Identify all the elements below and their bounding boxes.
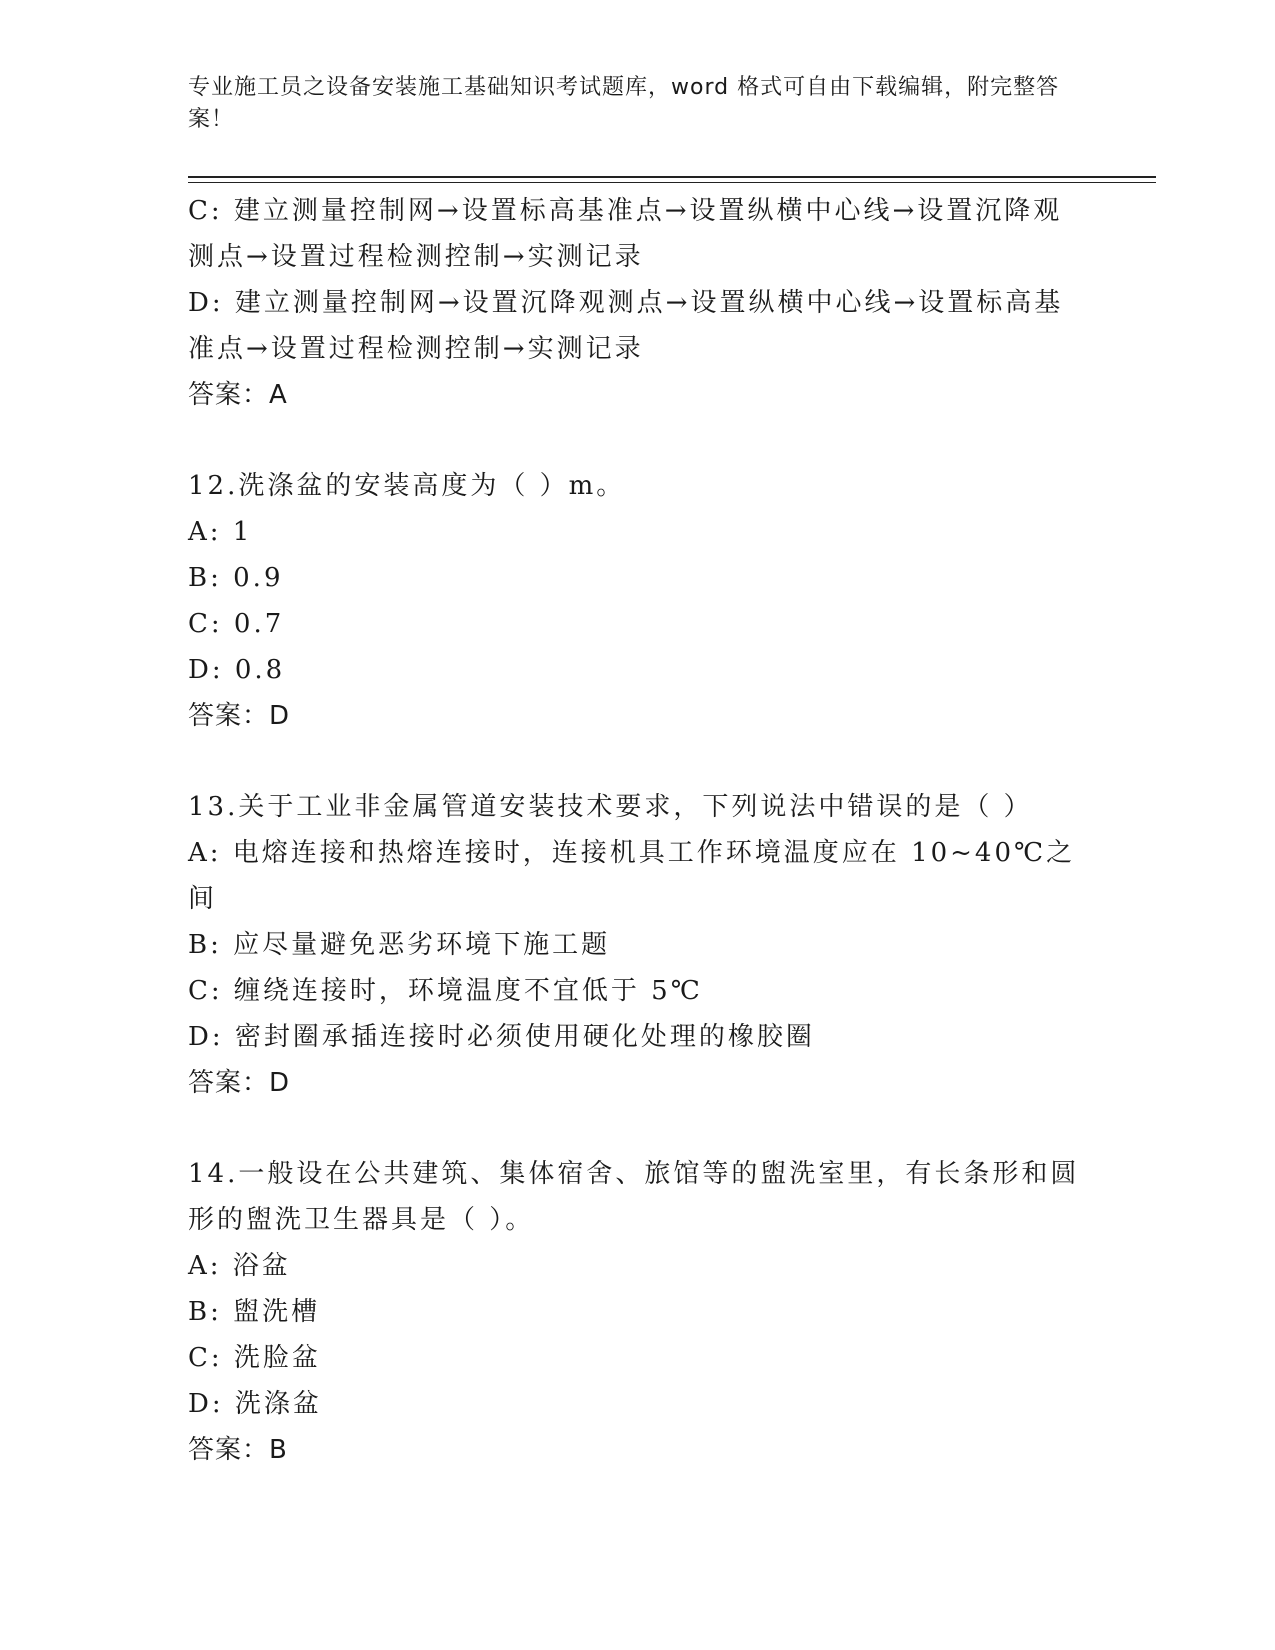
option-a: A: 浴盆 [188, 1251, 291, 1281]
question-stem: 13.关于工业非金属管道安装技术要求，下列说法中错误的是（ ） [188, 792, 1033, 822]
option-c: C: 0.7 [188, 609, 285, 639]
answer-line: 答案：A [188, 380, 288, 410]
option-d: D: 0.8 [188, 655, 286, 685]
option-c: C: 洗脸盆 [188, 1343, 321, 1373]
option-d: D: 密封圈承插连接时必须使用硬化处理的橡胶圈 [188, 1022, 815, 1052]
option-d: D: 建立测量控制网→设置沉降观测点→设置纵横中心线→设置标高基准点→设置过程检测控制→实测记录 [188, 288, 1064, 364]
option-c: C: 建立测量控制网→设置标高基准点→设置纵横中心线→设置沉降观测点→设置过程检测控制→实测记录 [188, 196, 1063, 272]
question-stem: 14.一般设在公共建筑、集体宿舍、旅馆等的盥洗室里，有长条形和圆形的盥洗卫生器具是（ ）。 [188, 1159, 1080, 1235]
question-block-11 [188, 188, 1088, 418]
document-header: 专业施工员之设备安装施工基础知识考试题库，word 格式可自由下载编辑，附完整答案！ [188, 75, 1060, 132]
option-a: A: 1 [188, 517, 253, 547]
question-stem: 12.洗涤盆的安装高度为（ ）m。 [188, 471, 626, 501]
option-b: B: 应尽量避免恶劣环境下施工题 [188, 930, 611, 960]
question-block-12 [188, 463, 1088, 739]
question-block-13 [188, 784, 1088, 1106]
answer-line: 答案：B [188, 1435, 288, 1465]
option-c: C: 缠绕连接时，环境温度不宜低于 5℃ [188, 976, 703, 1006]
answer-line: 答案：D [188, 701, 291, 731]
header-divider-thin [188, 182, 1156, 183]
answer-line: 答案：D [188, 1068, 291, 1098]
option-b: B: 盥洗槽 [188, 1297, 321, 1327]
question-block-14 [188, 1151, 1088, 1473]
question-separator [188, 739, 1088, 784]
option-b: B: 0.9 [188, 563, 284, 593]
question-separator [188, 418, 1088, 463]
question-list [188, 188, 1088, 1473]
question-separator [188, 1106, 1088, 1151]
header-divider-thick [188, 176, 1156, 178]
option-d: D: 洗涤盆 [188, 1389, 322, 1419]
option-a: A: 电熔连接和热熔连接时，连接机具工作环境温度应在 10~40℃之间 [188, 838, 1076, 914]
